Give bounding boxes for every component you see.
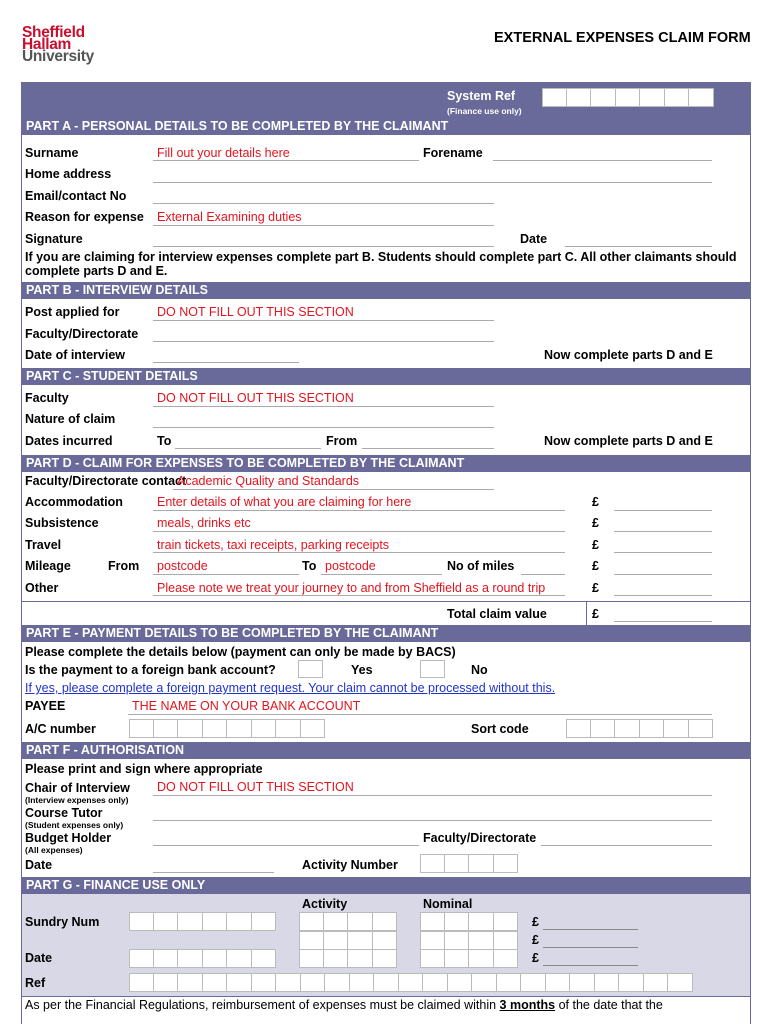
auth-date-label: Date [25, 858, 53, 872]
chair-hint: DO NOT FILL OUT THIS SECTION [157, 780, 354, 794]
mileage-label: Mileage [25, 559, 71, 573]
sort-code-label: Sort code [471, 722, 529, 736]
dates-incurred-label: Dates incurred [25, 434, 113, 448]
mileage-from-hint: postcode [157, 559, 208, 573]
mileage-from-field[interactable] [153, 574, 299, 575]
foreign-payment-link[interactable]: If yes, please complete a foreign payment request. Your claim cannot be processed without this. [25, 681, 556, 695]
no-label: No [471, 663, 488, 677]
nature-of-claim-label: Nature of claim [25, 412, 116, 426]
subsistence-field[interactable] [153, 531, 565, 532]
payee-hint: THE NAME ON YOUR BANK ACCOUNT [132, 699, 361, 713]
activity-input-3[interactable] [299, 949, 397, 968]
other-field[interactable] [153, 595, 565, 596]
finance-amount-1[interactable] [543, 929, 638, 930]
mileage-amount[interactable] [614, 574, 712, 575]
travel-amount[interactable] [614, 552, 712, 553]
system-ref-input[interactable] [542, 88, 714, 107]
footer-text-1: As per the Financial Regulations, reimbursement of expenses must be claimed within [25, 998, 500, 1012]
accommodation-label: Accommodation [25, 495, 123, 509]
subsistence-amount[interactable] [614, 531, 712, 532]
part-c-header: PART C - STUDENT DETAILS [22, 368, 750, 385]
accommodation-amount[interactable] [614, 510, 712, 511]
post-applied-label: Post applied for [25, 305, 120, 319]
activity-number-label: Activity Number [302, 858, 398, 872]
foreign-account-question: Is the payment to a foreign bank account? [25, 663, 276, 677]
mileage-to-hint: postcode [325, 559, 376, 573]
post-applied-field[interactable] [153, 320, 494, 321]
ac-number-input[interactable] [129, 719, 325, 738]
date-field[interactable] [565, 246, 712, 247]
activity-input-1[interactable] [299, 912, 397, 931]
chair-note: (Interview expenses only) [25, 795, 129, 805]
subsistence-hint: meals, drinks etc [157, 516, 251, 530]
date-label: Date [520, 232, 548, 246]
surname-field[interactable] [153, 160, 419, 161]
surname-hint: Fill out your details here [157, 146, 290, 160]
part-b-header: PART B - INTERVIEW DETAILS [22, 282, 750, 299]
mileage-to-label: To [302, 559, 317, 573]
total-currency: £ [592, 607, 599, 621]
ref-label: Ref [25, 976, 46, 990]
activity-col-label: Activity [302, 897, 348, 911]
instructions-text: If you are claiming for interview expenses complete part B. Students should complete part C. All other claimants should complete parts D and E. [25, 250, 737, 278]
form-title: EXTERNAL EXPENSES CLAIM FORM [494, 30, 751, 46]
footer-text-2: of the date that the [555, 998, 663, 1012]
surname-label: Surname [25, 146, 79, 160]
logo-line-3: University [22, 48, 94, 65]
accommodation-hint: Enter details of what you are claiming for here [157, 495, 412, 509]
budget-field[interactable] [153, 845, 419, 846]
budget-label: Budget Holder [25, 831, 112, 845]
reason-field[interactable] [153, 225, 494, 226]
student-faculty-label: Faculty [25, 391, 69, 405]
ac-number-label: A/C number [25, 722, 96, 736]
finance-amount-2[interactable] [543, 947, 638, 948]
finance-amount-3[interactable] [543, 965, 638, 966]
dates-to-label: To [157, 434, 172, 448]
ref-input[interactable] [129, 973, 693, 992]
system-ref-note: (Finance use only) [447, 106, 522, 116]
student-faculty-field[interactable] [153, 406, 494, 407]
forename-label: Forename [423, 146, 483, 160]
travel-currency: £ [592, 538, 599, 552]
date-of-interview-label: Date of interview [25, 348, 126, 362]
total-separator [22, 601, 750, 602]
nominal-input-3[interactable] [420, 949, 518, 968]
sundry-label: Sundry Num [25, 915, 100, 929]
part-e-header: PART E - PAYMENT DETAILS TO BE COMPLETED BY THE CLAIMANT [22, 625, 750, 642]
home-address-label: Home address [25, 167, 112, 181]
auth-date-field[interactable] [153, 872, 274, 873]
mileage-currency: £ [592, 559, 599, 573]
accommodation-currency: £ [592, 495, 599, 509]
other-currency: £ [592, 581, 599, 595]
post-applied-hint: DO NOT FILL OUT THIS SECTION [157, 305, 354, 319]
travel-hint: train tickets, taxi receipts, parking receipts [157, 538, 390, 552]
auth-faculty-field[interactable] [541, 845, 712, 846]
print-sign-note: Please print and sign where appropriate [25, 762, 263, 776]
payee-field[interactable] [128, 714, 712, 715]
other-amount[interactable] [614, 595, 712, 596]
tutor-label: Course Tutor [25, 806, 103, 820]
faculty-directorate-field[interactable] [153, 341, 494, 342]
nature-of-claim-field[interactable] [153, 427, 494, 428]
contact-label: Faculty/Directorate contact [25, 474, 187, 488]
contact-value: Academic Quality and Standards [177, 474, 360, 488]
student-faculty-hint: DO NOT FILL OUT THIS SECTION [157, 391, 354, 405]
miles-field[interactable] [521, 574, 565, 575]
mileage-from-label: From [108, 559, 140, 573]
other-label: Other [25, 581, 59, 595]
dates-to-field[interactable] [175, 448, 321, 449]
finance-currency-2: £ [532, 933, 539, 947]
finance-date-label: Date [25, 951, 53, 965]
tutor-field[interactable] [153, 820, 712, 821]
payee-label: PAYEE [25, 699, 66, 713]
part-b-next-note: Now complete parts D and E [544, 348, 713, 362]
part-a-header: PART A - PERSONAL DETAILS TO BE COMPLETED BY THE CLAIMANT [26, 119, 449, 133]
yes-label: Yes [351, 663, 373, 677]
budget-note: (All expenses) [25, 845, 83, 855]
sundry-input[interactable] [129, 912, 276, 931]
footer-deadline: 3 months [499, 998, 556, 1012]
university-logo [22, 24, 94, 65]
bacs-note: Please complete the details below (payment can only be made by BACS) [25, 645, 456, 659]
forename-field[interactable] [493, 160, 712, 161]
signature-label: Signature [25, 232, 83, 246]
part-g-header: PART G - FINANCE USE ONLY [22, 877, 750, 894]
mileage-to-field[interactable] [321, 574, 442, 575]
travel-field[interactable] [153, 552, 565, 553]
footer-separator [22, 996, 750, 997]
part-d-header: PART D - CLAIM FOR EXPENSES TO BE COMPLETED BY THE CLAIMANT [22, 455, 750, 472]
nominal-col-label: Nominal [423, 897, 473, 911]
email-label: Email/contact No [25, 189, 127, 203]
sort-code-input[interactable] [566, 719, 713, 738]
total-divider [586, 601, 587, 625]
miles-label: No of miles [447, 559, 515, 573]
finance-currency-1: £ [532, 915, 539, 929]
finance-currency-3: £ [532, 951, 539, 965]
accommodation-field[interactable] [153, 510, 565, 511]
home-address-field[interactable] [153, 182, 712, 183]
signature-field[interactable] [153, 246, 494, 247]
contact-field[interactable] [173, 489, 494, 490]
auth-faculty-label: Faculty/Directorate [423, 831, 537, 845]
date-of-interview-field[interactable] [153, 362, 299, 363]
system-ref-label: System Ref [447, 89, 516, 103]
reason-value: External Examining duties [157, 210, 302, 224]
reason-label: Reason for expense [25, 210, 144, 224]
dates-from-field[interactable] [362, 448, 494, 449]
activity-number-input[interactable] [420, 854, 518, 873]
total-label: Total claim value [447, 607, 547, 621]
foreign-no-checkbox[interactable] [420, 660, 445, 678]
dates-from-label: From [326, 434, 358, 448]
subsistence-currency: £ [592, 516, 599, 530]
subsistence-label: Subsistence [25, 516, 99, 530]
foreign-yes-checkbox[interactable] [298, 660, 323, 678]
part-c-next-note: Now complete parts D and E [544, 434, 713, 448]
faculty-directorate-label: Faculty/Directorate [25, 327, 139, 341]
nominal-input-2[interactable] [420, 931, 518, 950]
total-amount[interactable] [614, 621, 712, 622]
logo-line-1: Sheffield [22, 24, 85, 41]
chair-field[interactable] [153, 795, 712, 796]
tutor-note: (Student expenses only) [25, 820, 124, 830]
part-f-header: PART F - AUTHORISATION [22, 742, 750, 759]
nominal-input-1[interactable] [420, 912, 518, 931]
email-field[interactable] [153, 203, 494, 204]
finance-date-input[interactable] [129, 949, 276, 968]
other-hint: Please note we treat your journey to and from Sheffield as a round trip [157, 581, 546, 595]
footer-note [25, 998, 663, 1012]
travel-label: Travel [25, 538, 62, 552]
logo-line-2: Hallam [22, 36, 72, 53]
activity-input-2[interactable] [299, 931, 397, 950]
chair-label: Chair of Interview [25, 781, 130, 795]
